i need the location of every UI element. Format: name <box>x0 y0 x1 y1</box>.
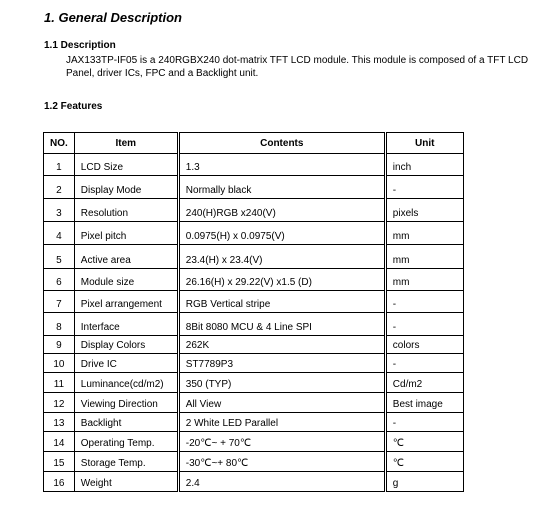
cell-item: LCD Size <box>74 154 178 176</box>
cell-no: 11 <box>44 373 75 393</box>
cell-contents: 26.16(H) x 29.22(V) x1.5 (D) <box>178 269 385 291</box>
cell-unit: mm <box>385 245 463 269</box>
cell-item: Weight <box>74 472 178 492</box>
cell-contents: 2 White LED Parallel <box>178 413 385 432</box>
cell-contents: ST7789P3 <box>178 354 385 373</box>
table-row <box>44 291 464 313</box>
table-row <box>44 154 464 176</box>
cell-unit: g <box>385 472 463 492</box>
cell-unit: ℃ <box>385 432 463 452</box>
cell-item: Viewing Direction <box>74 393 178 413</box>
cell-contents: 0.0975(H) x 0.0975(V) <box>178 222 385 245</box>
cell-contents: 350 (TYP) <box>178 373 385 393</box>
cell-contents: 1.3 <box>178 154 385 176</box>
features-table <box>43 132 464 492</box>
table-row <box>44 413 464 432</box>
cell-unit: - <box>385 313 463 336</box>
cell-item: Storage Temp. <box>74 452 178 472</box>
cell-unit: colors <box>385 336 463 354</box>
cell-item: Module size <box>74 269 178 291</box>
table-row <box>44 269 464 291</box>
column-header-no: NO. <box>44 133 75 154</box>
cell-unit: - <box>385 354 463 373</box>
table-row <box>44 222 464 245</box>
cell-contents: Normally black <box>178 176 385 199</box>
table-row <box>44 432 464 452</box>
cell-contents: 8Bit 8080 MCU & 4 Line SPI <box>178 313 385 336</box>
cell-unit: - <box>385 176 463 199</box>
cell-unit: Best image <box>385 393 463 413</box>
column-header-unit: Unit <box>385 133 463 154</box>
cell-contents: 262K <box>178 336 385 354</box>
cell-item: Active area <box>74 245 178 269</box>
cell-item: Display Colors <box>74 336 178 354</box>
table-row <box>44 472 464 492</box>
cell-contents: All View <box>178 393 385 413</box>
table-header-row <box>44 133 464 154</box>
table-row <box>44 313 464 336</box>
cell-no: 14 <box>44 432 75 452</box>
cell-item: Pixel arrangement <box>74 291 178 313</box>
cell-unit: - <box>385 413 463 432</box>
table-row <box>44 393 464 413</box>
cell-no: 15 <box>44 452 75 472</box>
table-row <box>44 452 464 472</box>
description-heading: 1.1 Description <box>44 40 116 51</box>
cell-unit: - <box>385 291 463 313</box>
cell-no: 6 <box>44 269 75 291</box>
table-row <box>44 199 464 222</box>
cell-contents: -20℃~ + 70℃ <box>178 432 385 452</box>
cell-unit: mm <box>385 222 463 245</box>
table-row <box>44 336 464 354</box>
cell-item: Backlight <box>74 413 178 432</box>
cell-item: Drive IC <box>74 354 178 373</box>
cell-no: 3 <box>44 199 75 222</box>
table-row <box>44 354 464 373</box>
section-title: 1. General Description <box>44 10 182 25</box>
cell-item: Operating Temp. <box>74 432 178 452</box>
cell-item: Pixel pitch <box>74 222 178 245</box>
cell-contents: 23.4(H) x 23.4(V) <box>178 245 385 269</box>
cell-contents: 2.4 <box>178 472 385 492</box>
cell-contents: RGB Vertical stripe <box>178 291 385 313</box>
cell-no: 16 <box>44 472 75 492</box>
cell-unit: ℃ <box>385 452 463 472</box>
cell-no: 12 <box>44 393 75 413</box>
cell-no: 4 <box>44 222 75 245</box>
cell-item: Interface <box>74 313 178 336</box>
features-heading: 1.2 Features <box>44 101 103 112</box>
cell-unit: Cd/m2 <box>385 373 463 393</box>
table-row <box>44 245 464 269</box>
description-text: JAX133TP-IF05 is a 240RGBX240 dot-matrix TFT LCD module. This module is composed of a TFT LCD Panel, driver ICs, FPC and a Backlight unit. <box>66 55 529 79</box>
table-row <box>44 176 464 199</box>
cell-no: 7 <box>44 291 75 313</box>
cell-no: 10 <box>44 354 75 373</box>
cell-item: Display Mode <box>74 176 178 199</box>
cell-no: 2 <box>44 176 75 199</box>
table-row <box>44 373 464 393</box>
cell-contents: -30℃~+ 80℃ <box>178 452 385 472</box>
features-table-body <box>44 154 464 492</box>
cell-no: 13 <box>44 413 75 432</box>
cell-unit: pixels <box>385 199 463 222</box>
cell-no: 9 <box>44 336 75 354</box>
cell-item: Luminance(cd/m2) <box>74 373 178 393</box>
cell-no: 8 <box>44 313 75 336</box>
column-header-item: Item <box>74 133 178 154</box>
cell-unit: mm <box>385 269 463 291</box>
column-header-contents: Contents <box>178 133 385 154</box>
cell-unit: inch <box>385 154 463 176</box>
cell-contents: 240(H)RGB x240(V) <box>178 199 385 222</box>
cell-no: 1 <box>44 154 75 176</box>
cell-item: Resolution <box>74 199 178 222</box>
cell-no: 5 <box>44 245 75 269</box>
